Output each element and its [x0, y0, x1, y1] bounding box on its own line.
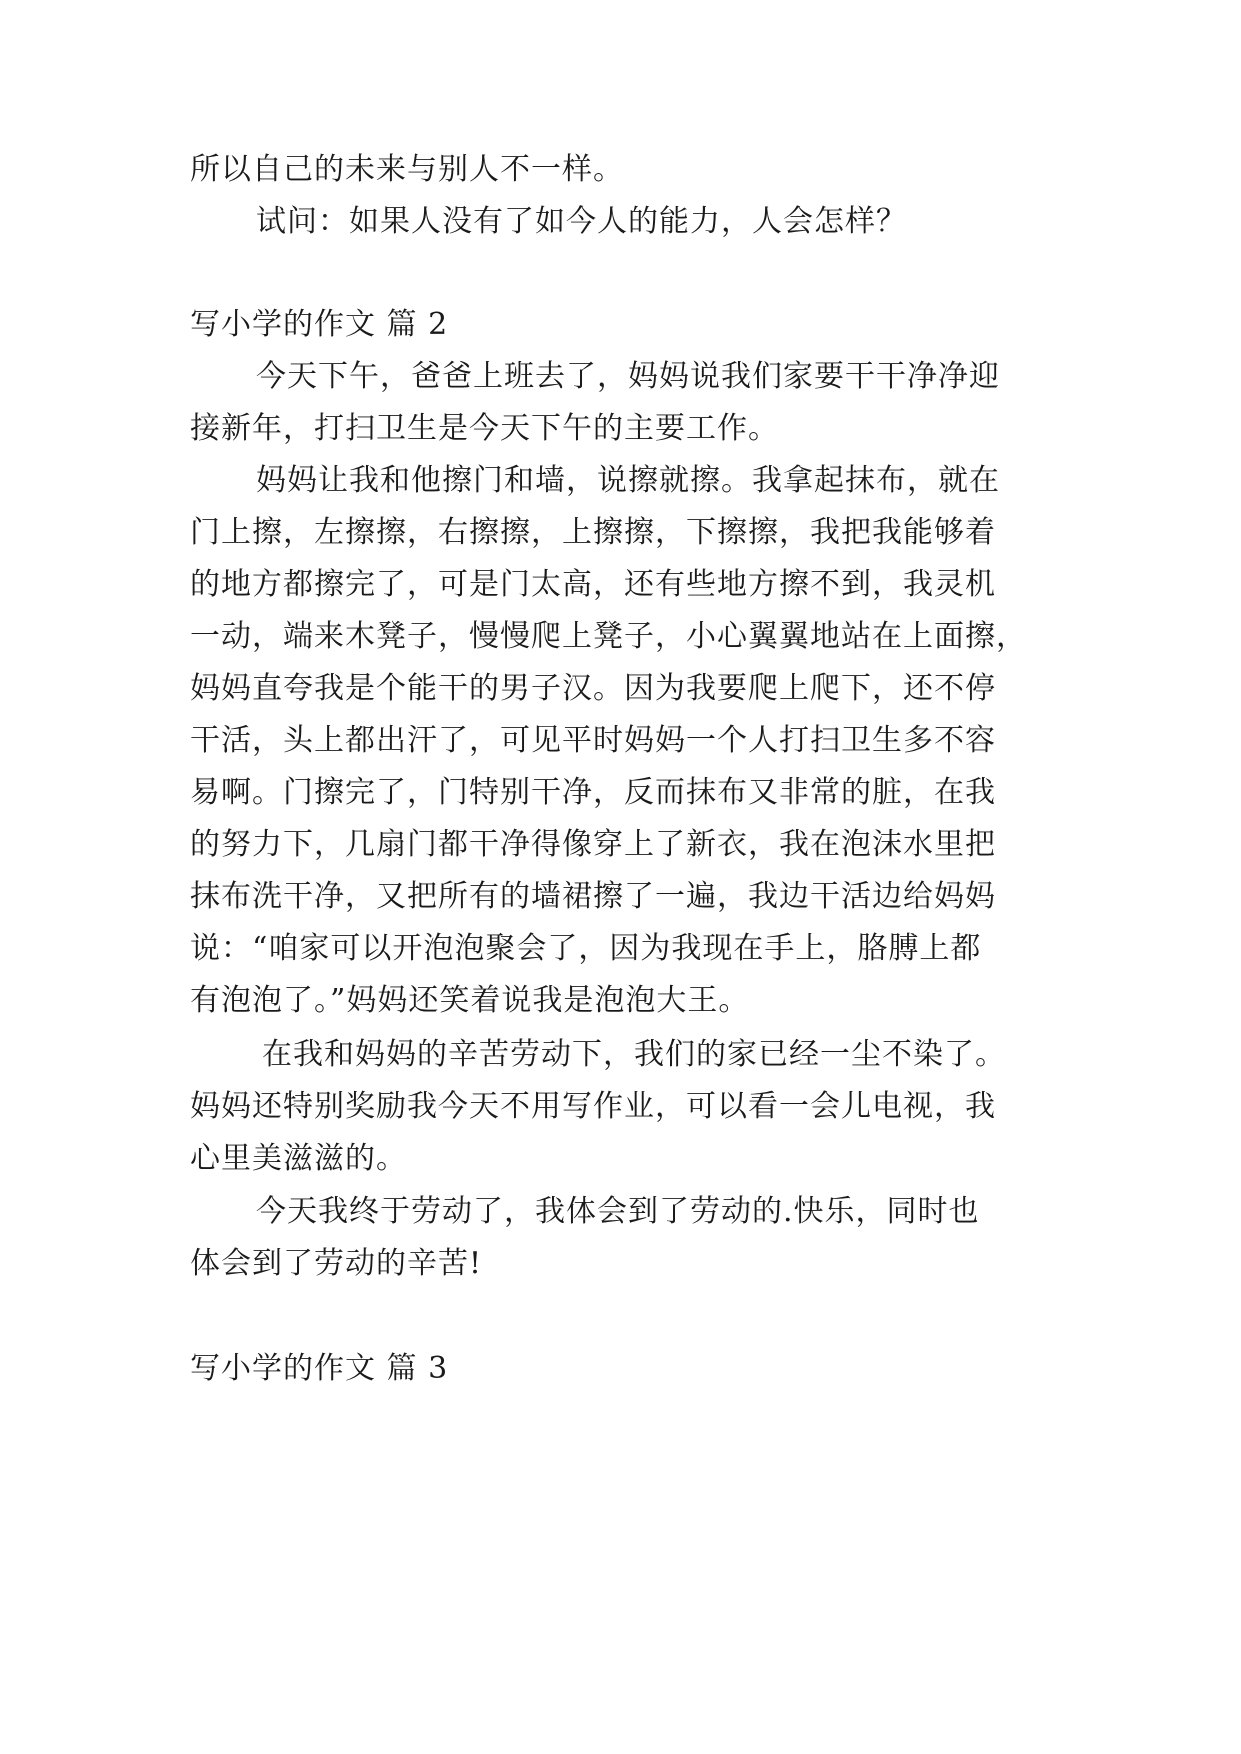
paragraph-line: 易啊。门擦完了，门特别干净，反而抹布又非常的脏，在我 [190, 775, 996, 810]
paragraph-line: 门上擦，左擦擦，右擦擦，上擦擦，下擦擦，我把我能够着 [190, 515, 996, 550]
paragraph-line: 一动，端来木凳子，慢慢爬上凳子，小心翼翼地站在上面擦， [190, 619, 1027, 654]
section-heading: 写小学的作文 篇 2 [190, 307, 449, 342]
paragraph-line: 妈妈还特别奖励我今天不用写作业，可以看一会儿电视，我 [190, 1089, 996, 1124]
paragraph-line: 妈妈让我和他擦门和墙，说擦就擦。我拿起抹布，就在 [256, 463, 1000, 498]
paragraph-line: 试问：如果人没有了如今人的能力，人会怎样？ [256, 204, 907, 239]
paragraph-line: 有泡泡了。”妈妈还笑着说我是泡泡大王。 [190, 983, 750, 1018]
paragraph-line: 的努力下，几扇门都干净得像穿上了新衣，我在泡沫水里把 [190, 827, 996, 862]
paragraph-line: 今天我终于劳动了，我体会到了劳动的.快乐，同时也 [256, 1194, 980, 1229]
paragraph-line: 干活，头上都出汗了，可见平时妈妈一个人打扫卫生多不容 [190, 723, 996, 758]
paragraph-line: 所以自己的未来与别人不一样。 [190, 152, 624, 187]
paragraph-line: 今天下午，爸爸上班去了，妈妈说我们家要干干净净迎 [256, 359, 1000, 394]
paragraph-line: 接新年，打扫卫生是今天下午的主要工作。 [190, 411, 779, 446]
section-heading: 写小学的作文 篇 3 [190, 1351, 449, 1386]
paragraph-line: 抹布洗干净，又把所有的墙裙擦了一遍，我边干活边给妈妈 [190, 879, 996, 914]
paragraph-line: 在我和妈妈的辛苦劳动下，我们的家已经一尘不染了。 [262, 1037, 1006, 1072]
paragraph-line: 的地方都擦完了，可是门太高，还有些地方擦不到，我灵机 [190, 567, 996, 602]
paragraph-line: 说：“咱家可以开泡泡聚会了，因为我现在手上，胳膊上都 [190, 931, 982, 966]
paragraph-line: 妈妈直夸我是个能干的男子汉。因为我要爬上爬下，还不停 [190, 671, 996, 706]
paragraph-line: 体会到了劳动的辛苦! [190, 1246, 483, 1281]
paragraph-line: 心里美滋滋的。 [190, 1141, 407, 1176]
